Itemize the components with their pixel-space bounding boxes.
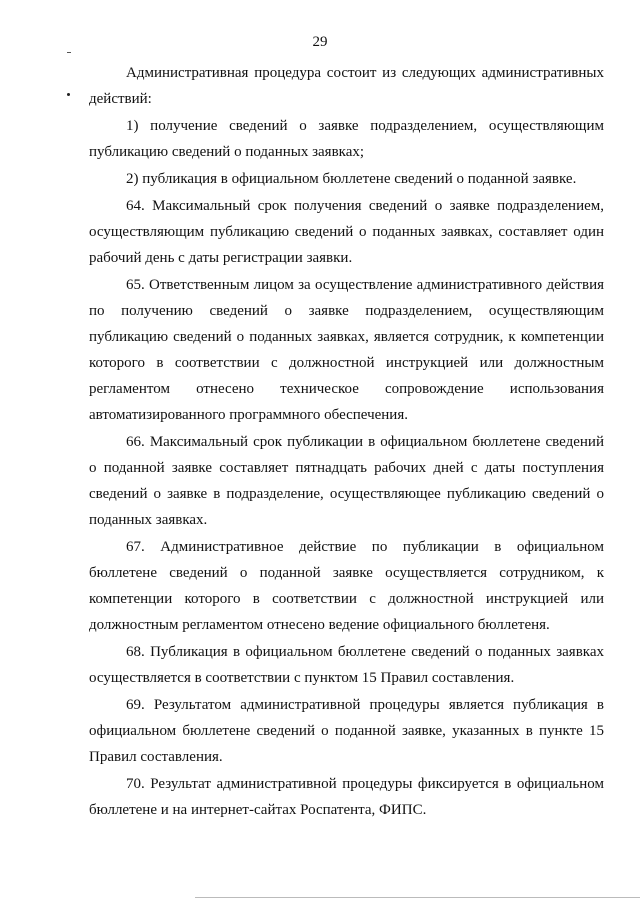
paragraph-67: 67. Административное действие по публикации в официальном бюллетене сведений о поданной заявке осуществляется сотрудником, к компетенции которого в соответствии с должностной инструкцией или должностным регламентом отнесено ведение официального бюллетеня. — [89, 539, 604, 633]
paragraph-70: 70. Результат административной процедуры фиксируется в официальном бюллетене и на интернет-сайтах Роспатента, ФИПС. — [89, 776, 604, 818]
scan-mark — [67, 52, 71, 53]
paragraph-66: 66. Максимальный срок публикации в официальном бюллетене сведений о поданной заявке составляет пятнадцать рабочих дней с даты поступления сведений о заявке в подразделение, осуществляющее публикацию сведений о поданных заявках. — [89, 434, 604, 528]
page-number: 29 — [312, 34, 328, 50]
paragraph-69: 69. Результатом административной процедуры является публикация в официальном бюллетене сведений о поданной заявке, указанных в пункте 15 Правил составления. — [89, 697, 604, 765]
scan-dot — [67, 93, 70, 96]
paragraph-intro: Административная процедура состоит из следующих административных действий: — [89, 65, 604, 107]
list-item-1: 1) получение сведений о заявке подразделением, осуществляющим публикацию сведений о поданных заявках; — [89, 118, 604, 160]
list-item-2: 2) публикация в официальном бюллетене сведений о поданной заявке. — [126, 171, 577, 187]
paragraph-68: 68. Публикация в официальном бюллетене сведений о поданных заявках осуществляется в соответствии с пунктом 15 Правил составления. — [89, 644, 604, 686]
paragraph-65: 65. Ответственным лицом за осуществление административного действия по получению сведений о заявке подразделением, осуществляющим публикацию сведений о поданных заявках, является сотрудник, к компетенции которого в соответствии с должностной инструкцией или должностным регламентом отнесено техническое сопровождение использования автоматизированного программного обеспечения. — [89, 277, 604, 423]
document-body — [89, 60, 604, 824]
paragraph-64: 64. Максимальный срок получения сведений о заявке подразделением, осуществляющим публикацию сведений о поданных заявках, составляет один рабочий день с даты регистрации заявки. — [89, 198, 604, 266]
scan-edge-line — [195, 897, 640, 898]
